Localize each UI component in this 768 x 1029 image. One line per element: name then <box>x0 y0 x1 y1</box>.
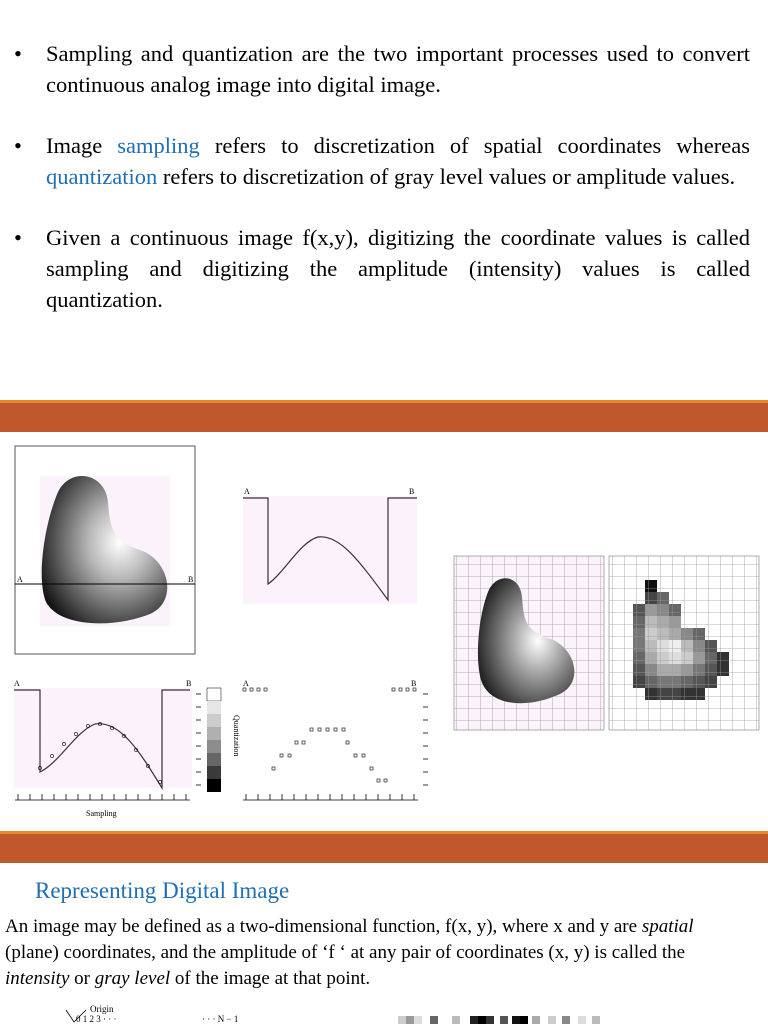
paragraph-text: (plane) coordinates, and the amplitude of ‘f ‘ at any pair of coordinates (x, y) is called the <box>5 942 686 963</box>
label-b: B <box>188 575 194 584</box>
paragraph-text: or <box>69 968 95 989</box>
bullet-item <box>0 38 768 100</box>
bullet-symbol: • <box>14 133 22 158</box>
bullet-symbol: • <box>14 41 22 66</box>
paragraph-text: of the image at that point. <box>170 968 371 989</box>
label-a: A <box>14 679 20 688</box>
bullet-symbol: • <box>14 225 22 250</box>
divider-band-top <box>0 400 768 432</box>
divider-band-bottom <box>0 831 768 863</box>
axis-end: · · · N − 1 <box>202 1014 239 1024</box>
bullet-text: Sampling and quantization are the two important processes used to convert continuous analog image into digital image. <box>46 41 750 97</box>
bullet-text: Given a continuous image f(x,y), digitizing the coordinate values is called sampling and digitizing the amplitude (intensity) values is called quantization. <box>46 225 750 312</box>
bullet-item <box>0 130 768 192</box>
matrix-figure-fragment <box>0 1000 768 1024</box>
label-a: A <box>17 575 23 584</box>
sampling-label: Sampling <box>86 809 117 818</box>
axis-ticks: 0 1 2 3 · · · <box>76 1014 117 1024</box>
panel-grid-digital <box>609 556 759 730</box>
italic-term: intensity <box>5 968 70 989</box>
figure-illustration <box>0 432 768 832</box>
bullet-text: refers to discretization of spatial coordinates whereas <box>199 133 750 158</box>
bullet-item <box>0 222 768 315</box>
panel-sampled-profile <box>14 688 192 788</box>
panel-intensity-profile <box>243 496 417 604</box>
highlighted-term: quantization <box>46 164 158 189</box>
label-a: A <box>243 679 249 688</box>
quantization-scale <box>207 688 221 792</box>
bullet-text: Image <box>46 133 118 158</box>
section-title: Representing Digital Image <box>35 878 290 903</box>
definition-paragraph <box>5 914 745 992</box>
bullet-text: refers to discretization of gray level values or amplitude values. <box>157 164 736 189</box>
origin-label: Origin <box>90 1004 114 1014</box>
label-b: B <box>186 679 192 688</box>
italic-term: gray level <box>94 968 171 989</box>
label-a: A <box>244 487 250 496</box>
bullet-list <box>0 38 768 345</box>
quantization-label: Quantization <box>232 715 241 757</box>
label-b: B <box>409 487 415 496</box>
panel-quantized-points <box>243 688 416 782</box>
italic-term: spatial <box>641 916 694 937</box>
paragraph-text: An image may be defined as a two-dimensional function, f(x, y), where x and y are <box>5 916 642 937</box>
sampling-quantization-figure <box>0 432 768 832</box>
label-b: B <box>411 679 417 688</box>
highlighted-term: sampling <box>117 133 200 158</box>
